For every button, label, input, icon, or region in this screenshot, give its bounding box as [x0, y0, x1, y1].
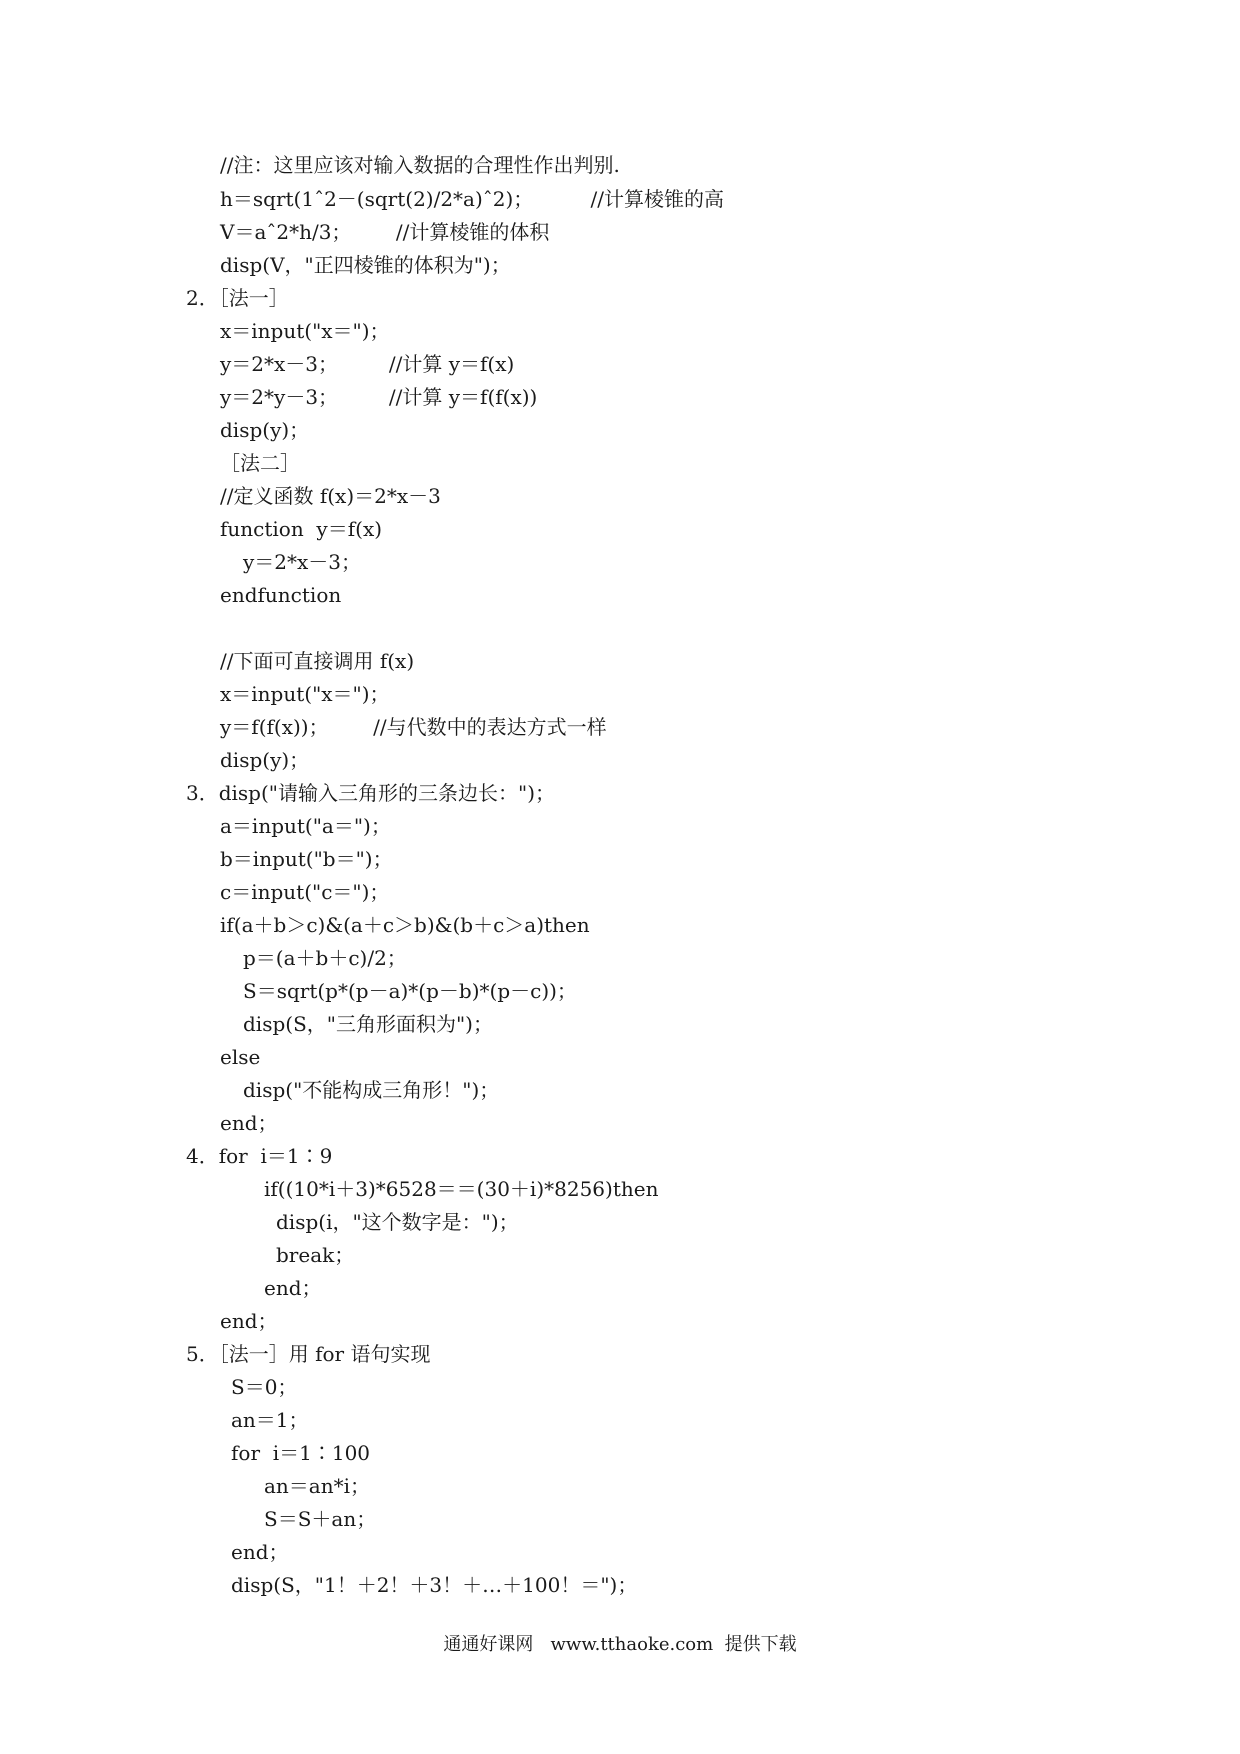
code-line: if(a＋b＞c)&(a＋c＞b)&(b＋c＞a)then [220, 913, 590, 937]
code-line: end； [264, 1276, 322, 1300]
item-heading: 4．for i＝1∶9 [186, 1144, 333, 1168]
code-line: for i＝1∶100 [231, 1441, 371, 1465]
method-heading: ［法二］ [220, 451, 300, 475]
code-line: y＝2*y－3； //计算 y＝f(f(x)) [220, 385, 538, 409]
code-line: disp(S，"三角形面积为")； [243, 1012, 493, 1036]
code-line: break； [276, 1243, 355, 1267]
code-line: else [220, 1045, 261, 1069]
code-line: y＝f(f(x))； //与代数中的表达方式一样 [220, 715, 607, 739]
code-line: disp(y)； [220, 418, 310, 442]
code-line: V＝aˆ2*h/3； //计算棱锥的体积 [220, 220, 550, 244]
code-line: S＝0； [231, 1375, 298, 1399]
code-line: //注：这里应该对输入数据的合理性作出判别. [220, 153, 620, 177]
code-line: c＝input("c＝")； [220, 880, 390, 904]
code-line: if((10*i＋3)*6528＝＝(30＋i)*8256)then [264, 1177, 659, 1201]
item-heading: 5．［法一］用 for 语句实现 [186, 1342, 431, 1366]
code-line: an＝1； [231, 1408, 309, 1432]
code-line: //下面可直接调用 f(x) [220, 649, 415, 673]
code-line: y＝2*x－3； //计算 y＝f(x) [220, 352, 515, 376]
code-line: S＝sqrt(p*(p－a)*(p－b)*(p－c))； [243, 979, 577, 1003]
code-line: y＝2*x－3； [243, 550, 362, 574]
code-line: function y＝f(x) [220, 517, 383, 541]
code-line: S＝S＋an； [264, 1507, 377, 1531]
code-line: disp(y)； [220, 748, 310, 772]
code-line: //定义函数 f(x)＝2*x－3 [220, 484, 441, 508]
code-line: disp(i，"这个数字是：")； [276, 1210, 519, 1234]
code-line: h＝sqrt(1ˆ2－(sqrt(2)/2*a)ˆ2)； //计算棱锥的高 [220, 187, 725, 211]
code-line: x＝input("x＝")； [220, 319, 390, 343]
code-line: disp(V，"正四棱锥的体积为")； [220, 253, 511, 277]
code-line: p＝(a＋b＋c)/2； [243, 946, 407, 970]
code-line: disp("不能构成三角形！")； [243, 1078, 500, 1102]
code-line: endfunction [220, 583, 342, 607]
code-line: x＝input("x＝")； [220, 682, 390, 706]
code-line: end； [220, 1111, 278, 1135]
code-line: an＝an*i； [264, 1474, 371, 1498]
page-footer: 通通好课网 www.tthaoke.com 提供下载 [443, 1634, 797, 1655]
code-line: end； [231, 1540, 289, 1564]
code-line: end； [220, 1309, 278, 1333]
code-line: disp(S，"1！＋2！＋3！＋…＋100！＝")； [231, 1573, 638, 1597]
code-line: a＝input("a＝")； [220, 814, 391, 838]
item-heading: 2．［法一］ [186, 286, 289, 310]
item-heading: 3．disp("请输入三角形的三条边长：")； [186, 781, 555, 805]
code-line: b＝input("b＝")； [220, 847, 393, 871]
